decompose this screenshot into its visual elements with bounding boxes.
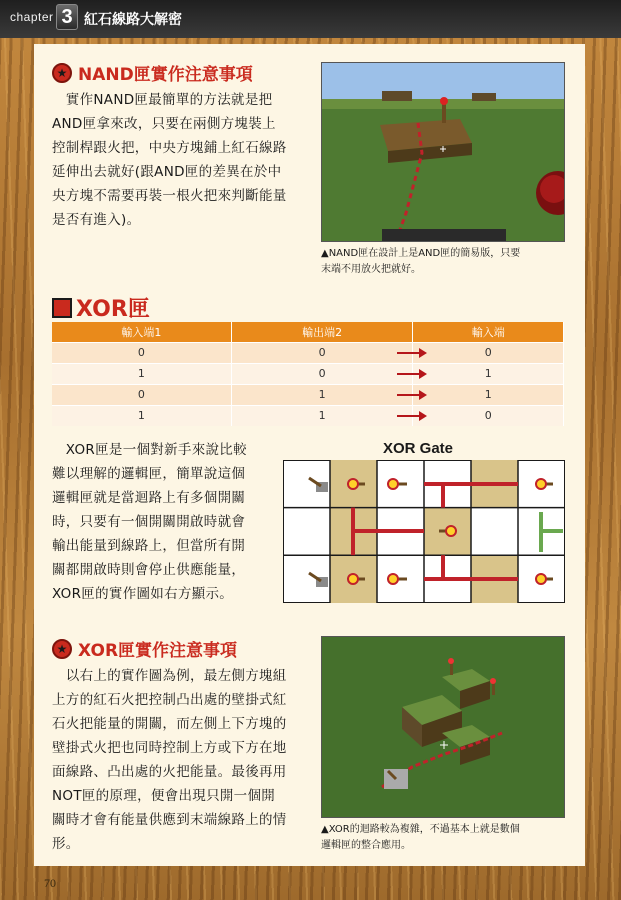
xor-screenshot (321, 636, 565, 818)
nand-caption: ▲NAND匣在設計上是AND匣的簡易版，只要 末端不用放火把就好。 (321, 248, 521, 275)
table-cell: 1 (52, 405, 231, 426)
xor-section-body: XOR匣是一個對新手來說比較 難以理解的邏輯匣，簡單說這個 邏輯匣就是當迴路上有多個開關 時，只要有一個開關開啟時就會 輸出能量到線路上，但當所有開 關都開啟時則會停止供應能量， XOR匣的實作圖如右方顯示。 (52, 442, 247, 602)
arrow-right-icon (397, 389, 427, 401)
chapter-label: chapter (10, 10, 54, 24)
table-row (52, 363, 564, 384)
table-header-output: 輸入端 (413, 322, 564, 342)
square-icon (52, 298, 72, 318)
xor-gate-diagram (283, 460, 565, 603)
table-cell-value: 1 (484, 388, 492, 401)
nand-screenshot (321, 62, 565, 242)
table-cell: 1 (231, 405, 413, 426)
chapter-title: 紅石線路大解密 (84, 12, 182, 28)
star-icon: ★ (52, 639, 72, 659)
table-row (52, 342, 564, 363)
nand-section-header (52, 60, 253, 85)
table-cell: 0 (52, 384, 231, 405)
xor-section-title: XOR匣 (76, 297, 150, 322)
xor-section-header (52, 292, 150, 323)
table-cell-value: 1 (484, 367, 492, 380)
arrow-right-icon (397, 410, 427, 422)
chapter-header (0, 0, 621, 38)
table-cell-value: 0 (484, 346, 492, 359)
nand-section-body: 實作NAND匣最簡單的方法就是把 AND匣拿來改，只要在兩側方塊裝上 控制桿跟火把，中央方塊鋪上紅石線路 延伸出去就好(跟AND匣的差異在於中 央方塊不需要再裝一根火把來判斷能量 是否有進入)。 (52, 92, 287, 228)
xor-impl-section-body: 以右上的實作圖為例，最左側方塊組 上方的紅石火把控制凸出處的壁掛式紅 石火把能量的開關，而左側上下方塊的 壁掛式火把也同時控制上方或下方在地 面線路、凸出處的火把能量。最後再用 NOT匣的原理，便會出現只開一個開 關時才會有能量供應到末端線路上的情 形。 (52, 668, 287, 852)
page-number: 70 (44, 876, 56, 890)
nand-minecraft-scene (322, 63, 565, 242)
xor-impl-section-title: XOR匣實作注意事項 (78, 641, 238, 661)
table-cell-output (413, 384, 564, 405)
table-cell-output (413, 405, 564, 426)
star-icon: ★ (52, 63, 72, 83)
xor-impl-caption: ▲XOR的迴路較為複雜，不過基本上就是數個 邏輯匣的整合應用。 (321, 824, 520, 851)
xor-minecraft-scene (322, 637, 565, 818)
xor-impl-section-header (52, 636, 237, 661)
arrow-right-icon (397, 347, 427, 359)
table-cell: 0 (52, 342, 231, 363)
table-cell-value: 0 (484, 409, 492, 423)
table-header-input2: 輸出端2 (231, 322, 413, 342)
table-header-input1: 輸入端1 (52, 322, 231, 342)
xor-truth-table (52, 322, 564, 426)
table-cell: 1 (231, 384, 413, 405)
xor-diagram-title: XOR Gate (383, 440, 454, 457)
table-cell-output (413, 342, 564, 363)
table-cell: 1 (52, 363, 231, 384)
table-row (52, 384, 564, 405)
nand-section-title: NAND匣實作注意事項 (78, 65, 253, 85)
arrow-right-icon (397, 368, 427, 380)
table-cell: 0 (231, 363, 413, 384)
table-row (52, 405, 564, 426)
table-cell: 0 (231, 342, 413, 363)
chapter-number: 3 (56, 4, 78, 30)
table-cell-output (413, 363, 564, 384)
